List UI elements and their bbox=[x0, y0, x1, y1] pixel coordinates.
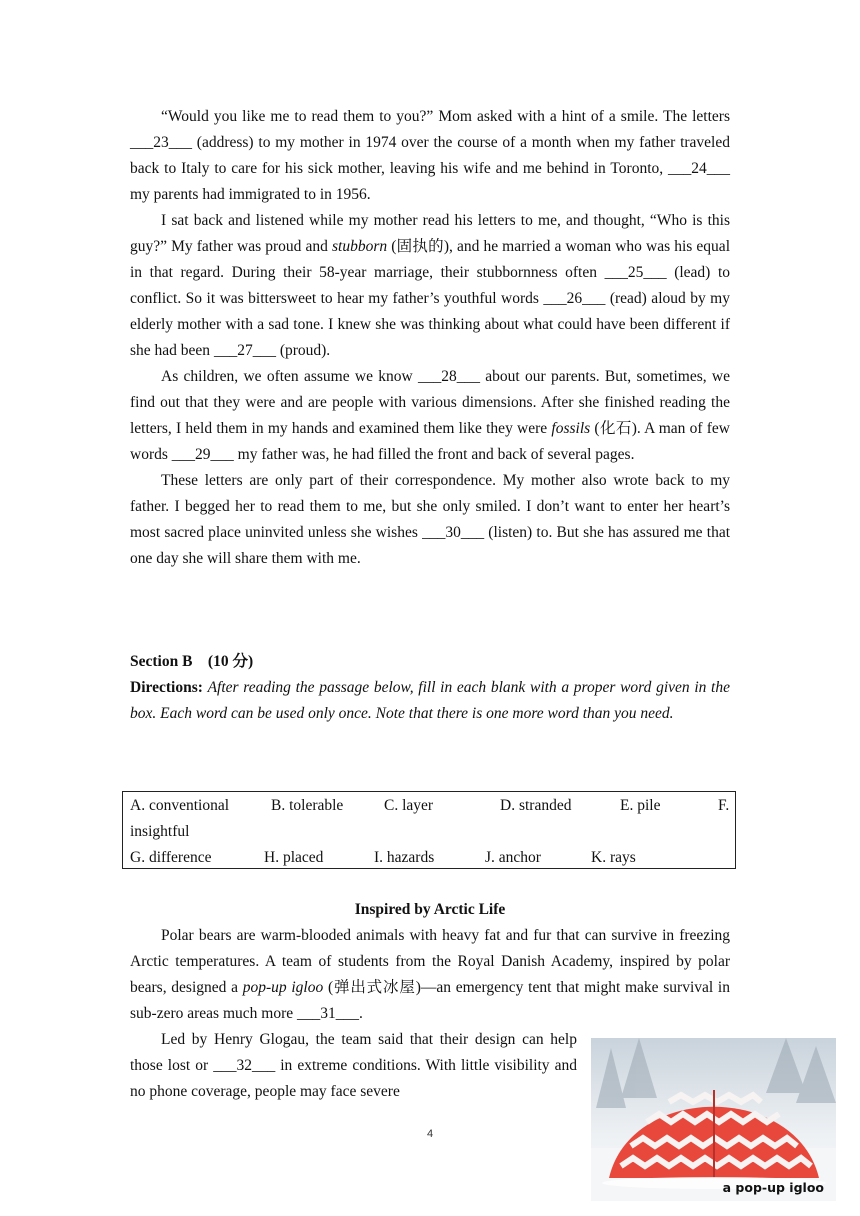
text: As children, we often assume we know bbox=[161, 368, 418, 385]
option-a: A. conventional bbox=[130, 797, 230, 814]
option-k: K. rays bbox=[591, 849, 636, 866]
blank-29: ___29___ bbox=[171, 446, 234, 463]
passage-b-paragraph-1 bbox=[130, 923, 730, 1027]
option-f-letter: F. bbox=[718, 797, 730, 814]
passage-b-paragraph-2 bbox=[130, 1027, 577, 1105]
snowy-trees bbox=[596, 1038, 836, 1108]
term-pop-up-igloo: pop-up igloo bbox=[242, 979, 324, 996]
passage-a bbox=[130, 104, 730, 572]
text: . bbox=[358, 1005, 363, 1022]
directions-body: After reading the passage below, fill in each blank with a proper word given in the box. Each word can be used only once. Note that there is one more word than you need. bbox=[130, 679, 730, 722]
text: (弹出式冰屋)—an emergency tent that might make survival in sub-zero areas much more bbox=[130, 979, 730, 1022]
passage-b-narrow bbox=[130, 1027, 577, 1105]
term-fossils: fossils bbox=[551, 420, 591, 437]
blank-30: ___30___ bbox=[422, 524, 485, 541]
text: Led by Henry Glogau, the team said that their design can help those lost or bbox=[130, 1031, 577, 1074]
option-c: C. layer bbox=[384, 797, 434, 814]
blank-24: ___24___ bbox=[668, 160, 730, 177]
text: (lead) to conflict. So it was bittersweet to hear my father’s youthful words bbox=[130, 264, 730, 307]
term-stubborn: stubborn bbox=[331, 238, 388, 255]
paragraph-3 bbox=[130, 364, 730, 468]
passage-b bbox=[130, 923, 730, 1027]
igloo-photo bbox=[591, 1038, 836, 1201]
option-f-word: insightful bbox=[130, 823, 190, 840]
blank-25: ___25___ bbox=[604, 264, 667, 281]
text: (listen) to. But she has assured me that one day she will share them with me. bbox=[130, 524, 731, 567]
page-number: 4 bbox=[426, 1128, 434, 1140]
blank-23: ___23___ bbox=[130, 134, 192, 151]
directions bbox=[130, 675, 730, 727]
paragraph-2 bbox=[130, 208, 730, 364]
option-h: H. placed bbox=[264, 849, 324, 866]
blank-32: ___32___ bbox=[213, 1057, 276, 1074]
option-i: I. hazards bbox=[374, 849, 435, 866]
text: Polar bears are warm-blooded animals with heavy fat and fur that can survive in freezing Arctic temperatures. A team of students from the Royal Danish Academy, inspired by polar bears, designed a bbox=[130, 927, 730, 996]
text: (固执的), and he married a woman who was his equal in that regard. During their 58-year marriage, their stubbornness often bbox=[130, 238, 730, 281]
passage-title: Inspired by Arctic Life bbox=[354, 901, 506, 918]
text: (read) aloud by my elderly mother with a sad tone. I knew she was thinking about what could have been different if she had been bbox=[130, 290, 730, 359]
text: my father was, he had filled the front and back of several pages. bbox=[233, 446, 635, 463]
option-d: D. stranded bbox=[500, 797, 572, 814]
option-b: B. tolerable bbox=[271, 797, 344, 814]
directions-lead: Directions: bbox=[130, 679, 203, 696]
text: in extreme conditions. With little visibility and no phone coverage, people may face severe bbox=[130, 1057, 577, 1100]
option-e: E. pile bbox=[620, 797, 661, 814]
option-j: J. anchor bbox=[485, 849, 541, 866]
text: I sat back and listened while my mother read his letters to me, and thought, “Who is this guy?” My father was proud and bbox=[130, 212, 730, 255]
text: about our parents. But, sometimes, we find out that they were and are people with various dimensions. After she finished reading the letters, I held them in my hands and examined them like they were bbox=[130, 368, 731, 437]
blank-31: ___31___ bbox=[296, 1005, 359, 1022]
photo-caption: a pop-up igloo bbox=[722, 1180, 824, 1195]
section-title: Section B (10 分) bbox=[130, 653, 254, 670]
blank-28: ___28___ bbox=[418, 368, 480, 385]
text: (proud). bbox=[275, 342, 331, 359]
text: (化石). A man of few words bbox=[130, 420, 731, 463]
igloo-illustration bbox=[591, 1038, 836, 1201]
blank-27: ___27___ bbox=[213, 342, 276, 359]
word-box bbox=[122, 791, 736, 869]
text: These letters are only part of their correspondence. My mother also wrote back to my father. I begged her to read them to me, but she only smiled. I don’t want to enter her heart’s most sacred place uninvited unless she wishes bbox=[130, 472, 730, 541]
text: “Would you like me to read them to you?” Mom asked with a hint of a smile. The letters bbox=[161, 108, 730, 125]
paragraph-4 bbox=[130, 468, 730, 572]
section-b-header bbox=[130, 649, 730, 727]
blank-26: ___26___ bbox=[543, 290, 606, 307]
paragraph-1 bbox=[130, 104, 730, 208]
option-g: G. difference bbox=[130, 849, 212, 866]
text: (address) to my mother in 1974 over the course of a month when my father traveled back to Italy to care for his sick mother, leaving his wife and me behind in Toronto, bbox=[130, 134, 730, 177]
text: my parents had immigrated to in 1956. bbox=[130, 186, 371, 203]
